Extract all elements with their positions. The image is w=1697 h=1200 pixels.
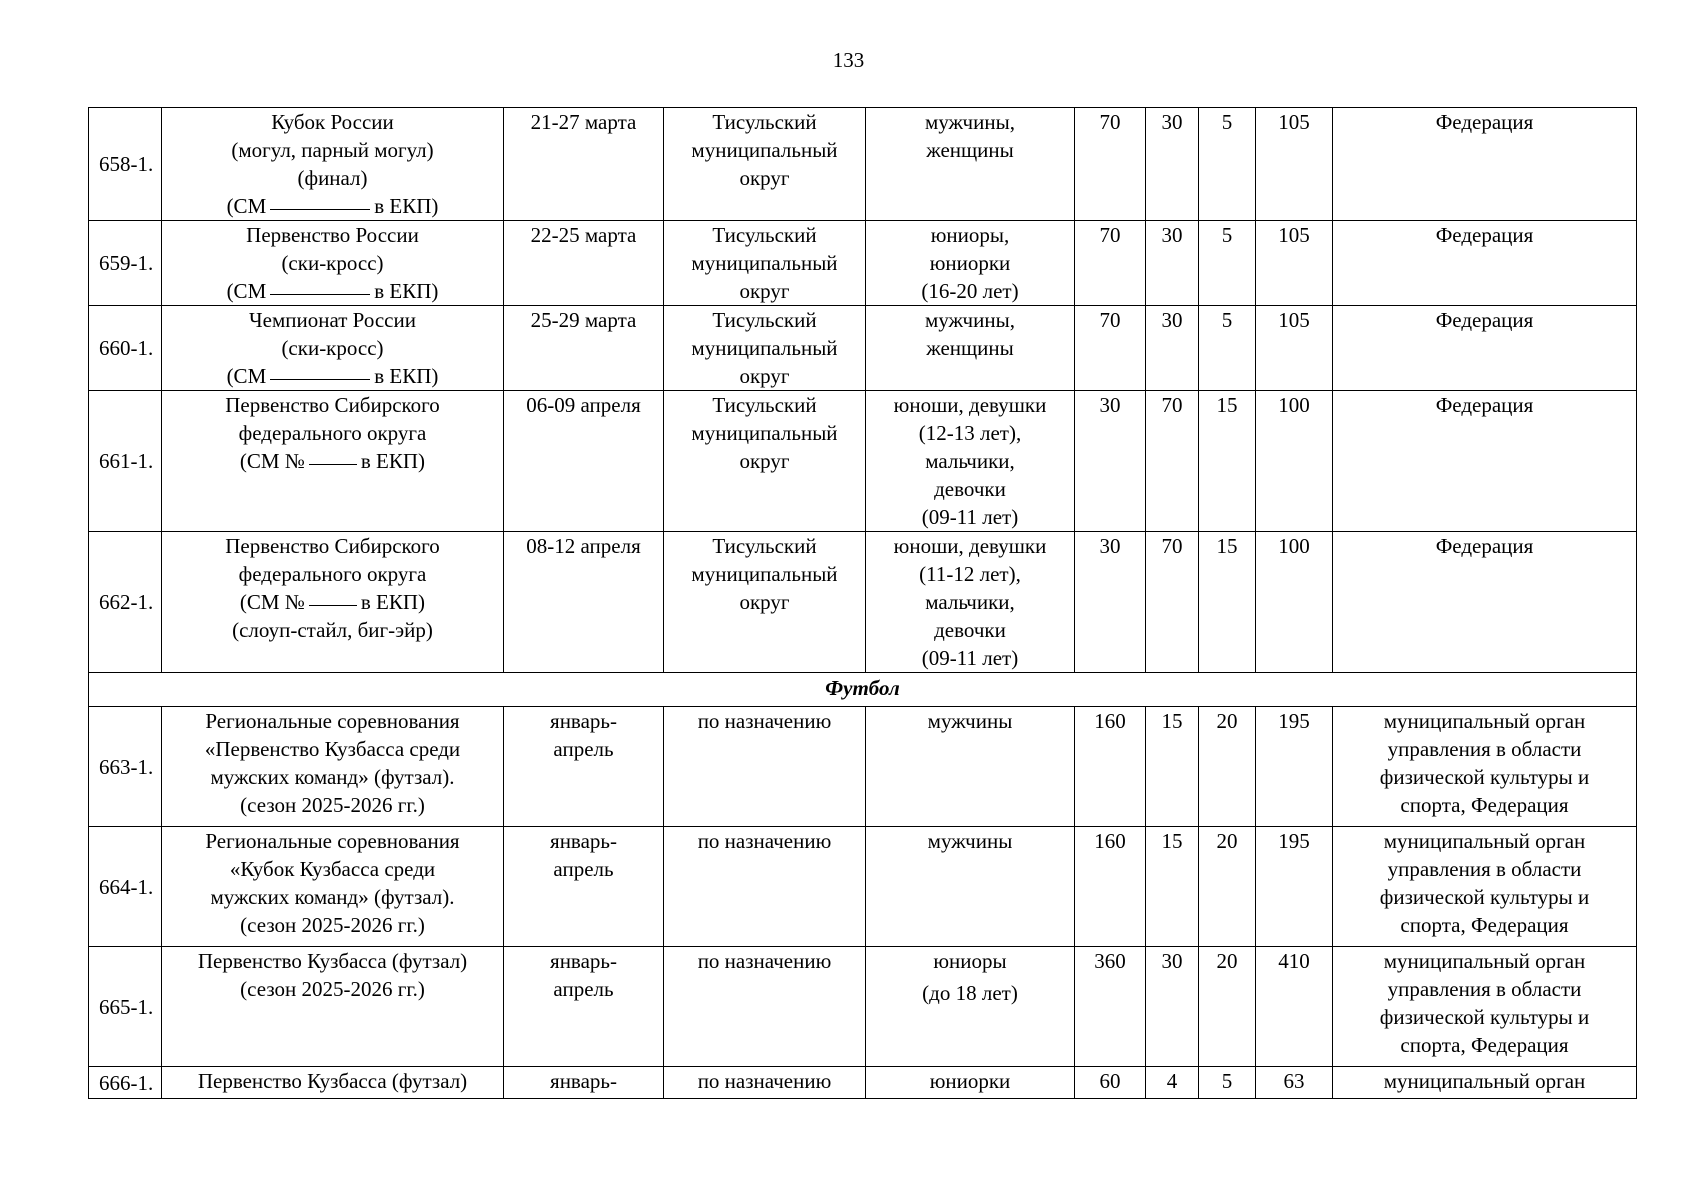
count-1: 60: [1075, 1067, 1146, 1099]
table-row: [89, 707, 1637, 827]
event-organizer: Федерация: [1333, 108, 1637, 221]
table-row: [89, 827, 1637, 947]
event-organizer: муниципальный орган управления в области физической культуры и спорта, Федерация: [1333, 827, 1637, 947]
event-participants: юниоры, юниорки (16-20 лет): [866, 221, 1075, 306]
count-2: 70: [1146, 532, 1199, 673]
count-1: 360: [1075, 947, 1146, 1067]
event-place: Тисульский муниципальный округ: [664, 221, 866, 306]
count-1: 70: [1075, 306, 1146, 391]
events-table: [88, 107, 1637, 1099]
event-organizer: муниципальный орган: [1333, 1067, 1637, 1099]
event-participants: мужчины: [866, 827, 1075, 947]
count-2: 30: [1146, 947, 1199, 1067]
count-3: 20: [1199, 947, 1256, 1067]
count-3: 5: [1199, 221, 1256, 306]
event-name: Первенство России (ски-кросс) (СМ в ЕКП): [162, 221, 504, 306]
event-participants: юниоры (до 18 лет): [866, 947, 1075, 1067]
row-number: 664-1.: [89, 827, 162, 947]
event-participants: мужчины: [866, 707, 1075, 827]
count-1: 160: [1075, 707, 1146, 827]
count-1: 160: [1075, 827, 1146, 947]
event-participants: юноши, девушки (12-13 лет), мальчики, девочки (09-11 лет): [866, 391, 1075, 532]
row-number: 662-1.: [89, 532, 162, 673]
table-row: [89, 532, 1637, 673]
event-dates: 25-29 марта: [504, 306, 664, 391]
event-place: по назначению: [664, 947, 866, 1067]
event-name: Первенство Кузбасса (футзал): [162, 1067, 504, 1099]
row-number: 665-1.: [89, 947, 162, 1067]
event-organizer: муниципальный орган управления в области физической культуры и спорта, Федерация: [1333, 947, 1637, 1067]
event-organizer: Федерация: [1333, 221, 1637, 306]
count-total: 195: [1256, 827, 1333, 947]
table-row: [89, 1067, 1637, 1099]
event-organizer: Федерация: [1333, 306, 1637, 391]
count-1: 30: [1075, 532, 1146, 673]
row-number: 658-1.: [89, 108, 162, 221]
event-dates: 22-25 марта: [504, 221, 664, 306]
event-participants: мужчины, женщины: [866, 108, 1075, 221]
event-name: Региональные соревнования «Первенство Кузбасса среди мужских команд» (футзал). (сезон 2025-2026 гг.): [162, 707, 504, 827]
event-organizer: Федерация: [1333, 532, 1637, 673]
count-total: 105: [1256, 306, 1333, 391]
event-dates: 08-12 апреля: [504, 532, 664, 673]
event-place: по назначению: [664, 1067, 866, 1099]
count-1: 70: [1075, 221, 1146, 306]
count-2: 30: [1146, 221, 1199, 306]
row-number: 663-1.: [89, 707, 162, 827]
count-2: 4: [1146, 1067, 1199, 1099]
count-2: 70: [1146, 391, 1199, 532]
event-place: по назначению: [664, 707, 866, 827]
count-3: 20: [1199, 707, 1256, 827]
event-name: Кубок России (могул, парный могул) (финал) (СМ в ЕКП): [162, 108, 504, 221]
event-dates: январь- апрель: [504, 827, 664, 947]
count-total: 100: [1256, 391, 1333, 532]
event-dates: январь- апрель: [504, 947, 664, 1067]
page-number: 133: [832, 48, 865, 72]
count-total: 105: [1256, 108, 1333, 221]
event-organizer: Федерация: [1333, 391, 1637, 532]
count-3: 20: [1199, 827, 1256, 947]
event-place: Тисульский муниципальный округ: [664, 532, 866, 673]
event-name: Первенство Сибирского федерального округа (СМ № в ЕКП) (слоуп-стайл, биг-эйр): [162, 532, 504, 673]
event-participants: юноши, девушки (11-12 лет), мальчики, девочки (09-11 лет): [866, 532, 1075, 673]
count-2: 15: [1146, 707, 1199, 827]
row-number: 659-1.: [89, 221, 162, 306]
count-total: 105: [1256, 221, 1333, 306]
count-3: 5: [1199, 1067, 1256, 1099]
count-2: 15: [1146, 827, 1199, 947]
table-row: [89, 306, 1637, 391]
count-total: 410: [1256, 947, 1333, 1067]
event-participants: мужчины, женщины: [866, 306, 1075, 391]
count-3: 5: [1199, 108, 1256, 221]
event-name: Первенство Кузбасса (футзал) (сезон 2025-2026 гг.): [162, 947, 504, 1067]
count-3: 5: [1199, 306, 1256, 391]
event-name: Региональные соревнования «Кубок Кузбасса среди мужских команд» (футзал). (сезон 2025-2026 гг.): [162, 827, 504, 947]
count-2: 30: [1146, 306, 1199, 391]
row-number: 660-1.: [89, 306, 162, 391]
section-row: [89, 673, 1637, 707]
count-1: 70: [1075, 108, 1146, 221]
event-name: Чемпионат России (ски-кросс) (СМ в ЕКП): [162, 306, 504, 391]
count-total: 100: [1256, 532, 1333, 673]
event-organizer: муниципальный орган управления в области физической культуры и спорта, Федерация: [1333, 707, 1637, 827]
count-1: 30: [1075, 391, 1146, 532]
section-title: Футбол: [89, 673, 1637, 707]
event-place: Тисульский муниципальный округ: [664, 108, 866, 221]
table-row: [89, 391, 1637, 532]
event-participants: юниорки: [866, 1067, 1075, 1099]
count-3: 15: [1199, 532, 1256, 673]
event-dates: январь- апрель: [504, 707, 664, 827]
count-2: 30: [1146, 108, 1199, 221]
count-total: 63: [1256, 1067, 1333, 1099]
table-row: [89, 108, 1637, 221]
table-row: [89, 947, 1637, 1067]
event-place: Тисульский муниципальный округ: [664, 391, 866, 532]
count-3: 15: [1199, 391, 1256, 532]
event-dates: 06-09 апреля: [504, 391, 664, 532]
count-total: 195: [1256, 707, 1333, 827]
event-place: Тисульский муниципальный округ: [664, 306, 866, 391]
event-place: по назначению: [664, 827, 866, 947]
row-number: 661-1.: [89, 391, 162, 532]
event-dates: 21-27 марта: [504, 108, 664, 221]
row-number: 666-1.: [89, 1067, 162, 1099]
event-name: Первенство Сибирского федерального округа (СМ № в ЕКП): [162, 391, 504, 532]
table-row: [89, 221, 1637, 306]
event-dates: январь-: [504, 1067, 664, 1099]
